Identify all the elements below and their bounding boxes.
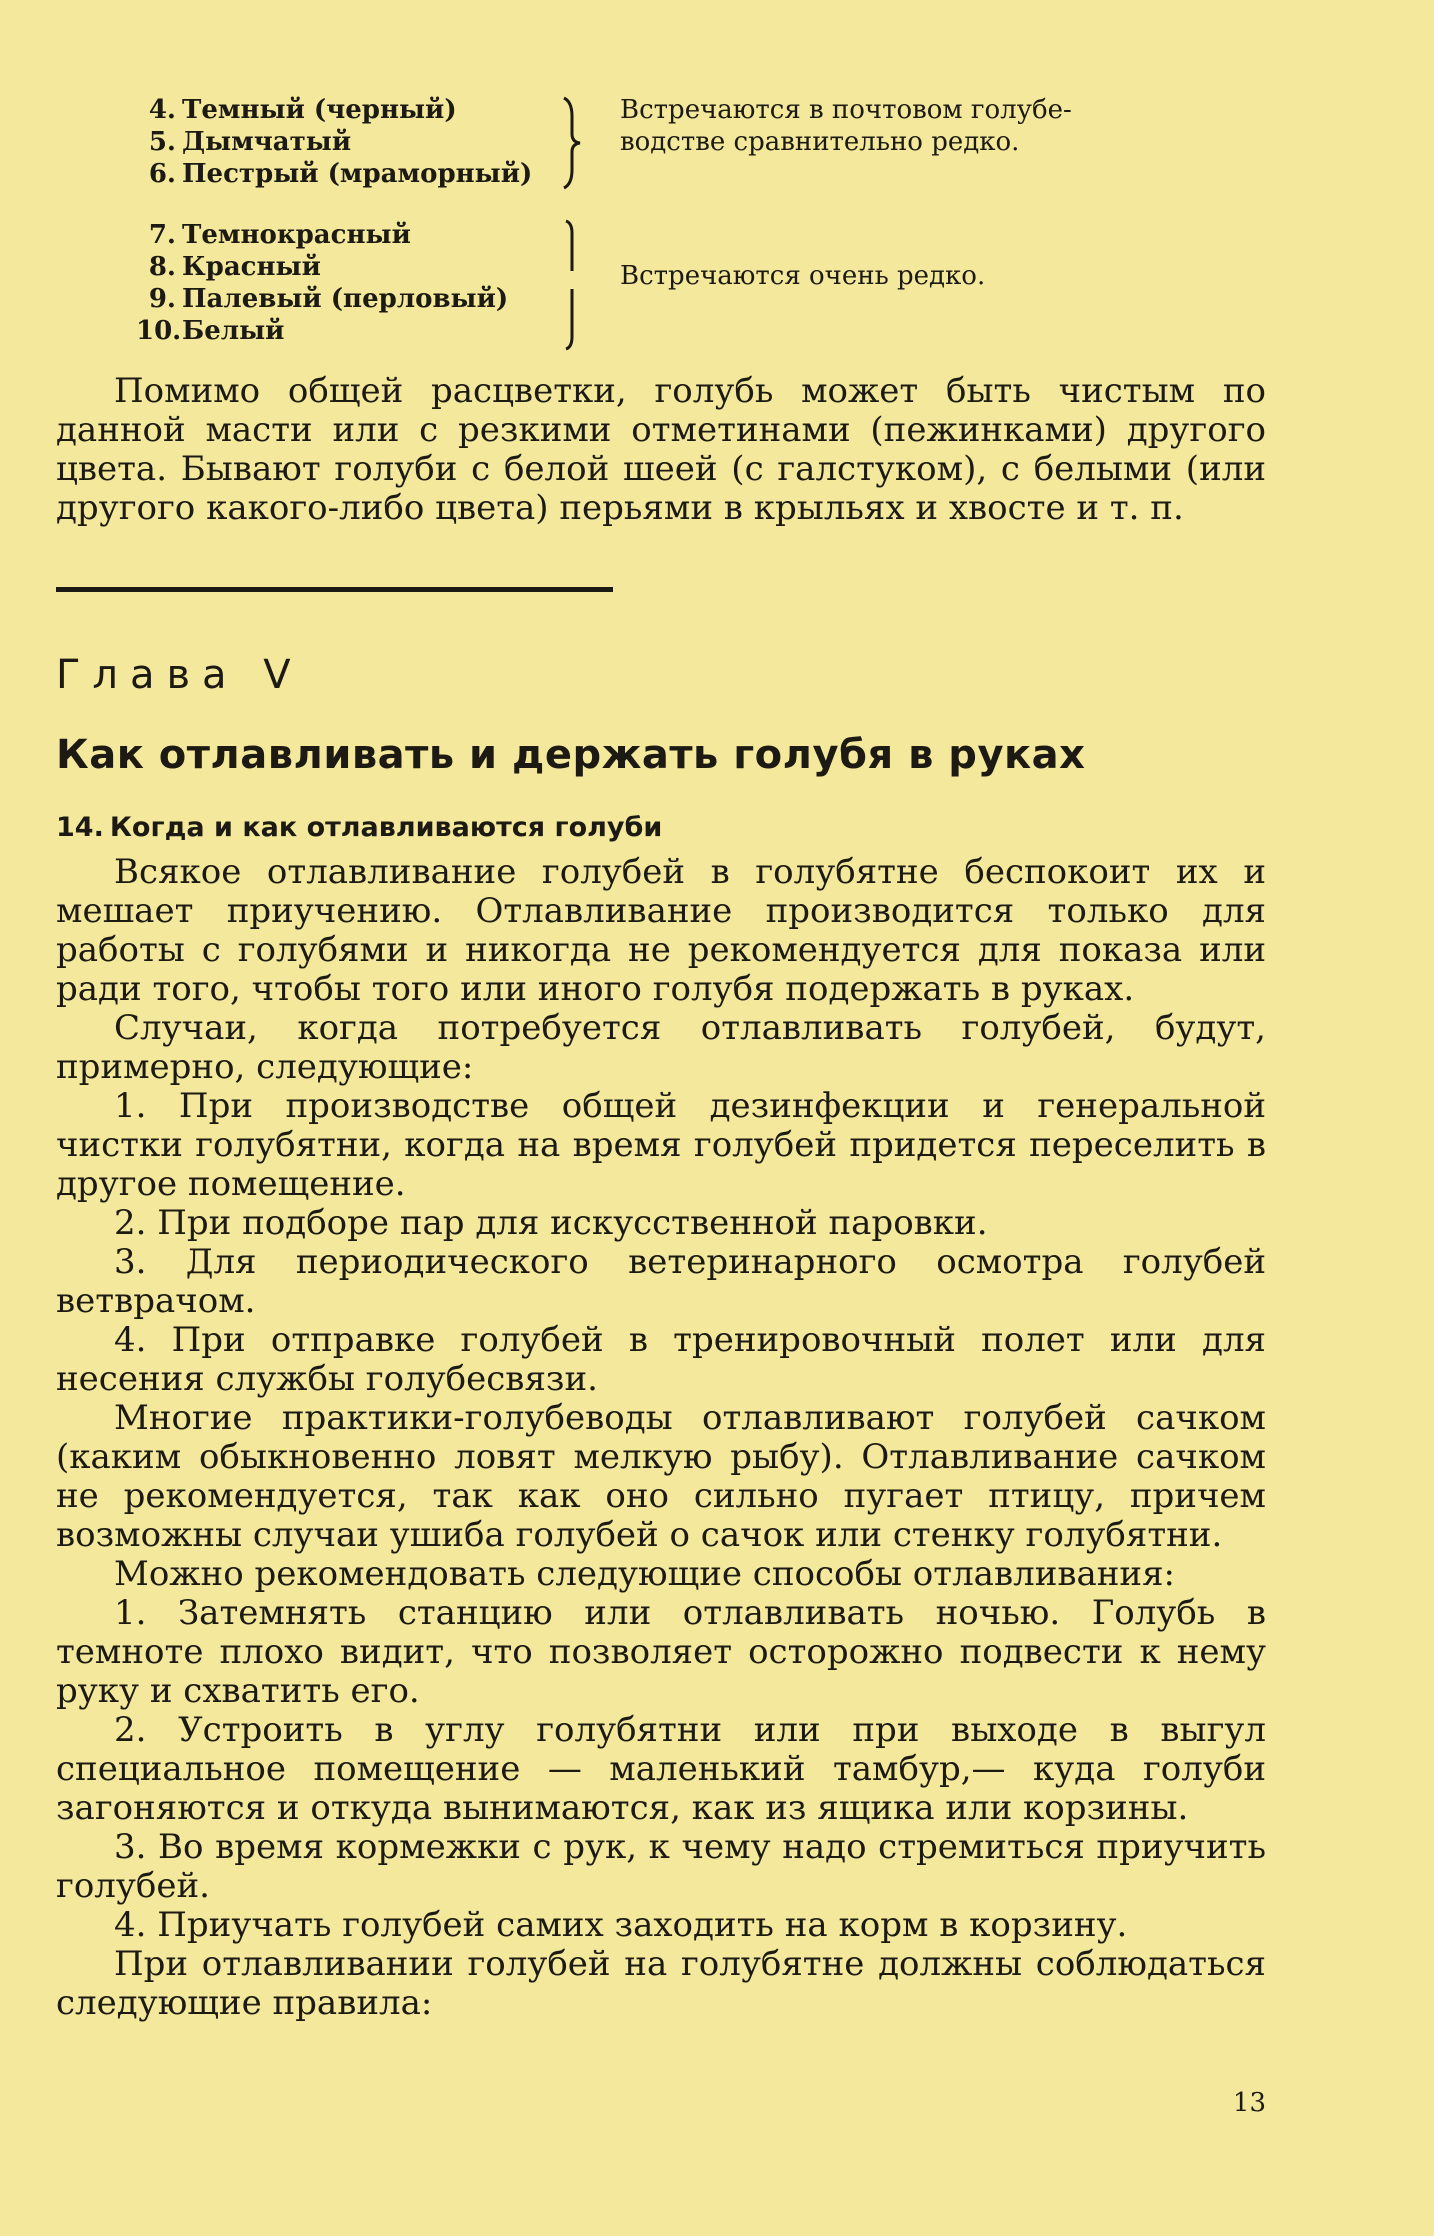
paragraph: Всякое отлавливание голубей в голубятне беспокоит их и мешает приучению. Отлавливание производится только для работы с голубями и никогда не рекомендуется для показа или ради того, чтобы того или иного голубя подержать в руках.	[56, 852, 1266, 1009]
section-number: 14.	[56, 812, 104, 843]
list-item: 2. Устроить в углу голубятни или при выходе в выгул специальное помещение — маленький тамбур,— куда голуби загоняются и откуда вынимаются, как из ящика или корзины.	[56, 1710, 1266, 1828]
page-number: 13	[1232, 2088, 1266, 2118]
group-2-note: Встречаются очень редко.	[620, 261, 986, 291]
list-item	[136, 251, 566, 283]
color-group-2	[136, 219, 1266, 349]
list-item	[136, 158, 566, 190]
paragraph: Случаи, когда потребуется отлавливать голубей, будут, примерно, следующие:	[56, 1008, 1266, 1087]
item-text: Красный	[182, 252, 321, 282]
brace-icon	[560, 96, 586, 190]
section-heading	[56, 812, 662, 843]
item-number: 10.	[136, 316, 182, 346]
chapter-label: Глава V	[56, 652, 303, 698]
list-item: 3. Для периодического ветеринарного осмотра голубей ветврачом.	[56, 1242, 1266, 1321]
list-item: 2. При подборе пар для искусственной паровки.	[114, 1203, 988, 1243]
list-item	[136, 94, 566, 126]
item-text: Дымчатый	[182, 127, 352, 157]
color-list-2	[136, 219, 566, 347]
brace-icon	[564, 219, 580, 351]
item-number: 9.	[148, 284, 176, 314]
paragraph: Многие практики-голубеводы отлавливают голубей сачком (каким обыкновенно ловят мелкую рыбу). Отлавливание сачком не рекомендуется, так как оно сильно пугает птицу, причем возможны случаи ушиба голубей о сачок или стенку голубятни.	[56, 1398, 1266, 1555]
list-item: 3. Во время кормежки с рук, к чему надо стремиться приучить голубей.	[56, 1827, 1266, 1906]
paragraph: Помимо общей расцветки, голубь может быть чистым по данной масти или с резкими отметинами (пежинками) другого цвета. Бывают голуби с белой шеей (с галстуком), с белыми (или другого какого-либо цвета) перьями в крыльях и хвосте и т. п.	[56, 371, 1266, 528]
item-text: Белый	[182, 316, 285, 346]
item-text: Палевый (перловый)	[182, 284, 509, 314]
item-text: Пестрый (мраморный)	[182, 159, 533, 189]
list-item: 1. При производстве общей дезинфекции и генеральной чистки голубятни, когда на время голубей придется переселить в другое помещение.	[56, 1086, 1266, 1204]
list-item	[136, 219, 566, 251]
section-divider	[56, 587, 613, 592]
list-item: 4. При отправке голубей в тренировочный полет или для несения службы голубесвязи.	[56, 1320, 1266, 1399]
paragraph: При отлавливании голубей на голубятне должны соблюдаться следующие правила:	[56, 1944, 1266, 2023]
item-number: 5.	[148, 127, 176, 157]
item-text: Темнокрасный	[182, 220, 411, 250]
item-number: 8.	[148, 252, 176, 282]
list-item: 4. Приучать голубей самих заходить на корм в корзину.	[114, 1905, 1128, 1945]
list-item	[136, 283, 566, 315]
chapter-title: Как отлавливать и держать голубя в руках	[56, 732, 1086, 778]
note-line: водстве сравнительно редко.	[620, 127, 1020, 157]
section-title: Когда и как отлавливаются голуби	[109, 812, 663, 843]
list-item: 1. Затемнять станцию или отлавливать ночью. Голубь в темноте плохо видит, что позволяет осторожно подвести к нему руку и схватить его.	[56, 1593, 1266, 1711]
color-group-1	[136, 94, 1266, 194]
list-item	[136, 126, 566, 158]
paragraph: Можно рекомендовать следующие способы отлавливания:	[114, 1554, 1175, 1594]
item-text: Темный (черный)	[182, 95, 457, 125]
body-text	[56, 853, 1266, 2023]
item-number: 4.	[148, 95, 176, 125]
group-1-note	[620, 94, 1072, 158]
page	[56, 0, 1266, 2236]
note-line: Встречаются в почтовом голубе-	[620, 95, 1072, 125]
color-list-1	[136, 94, 566, 190]
item-number: 6.	[148, 159, 176, 189]
item-number: 7.	[148, 220, 176, 250]
intro-paragraph	[56, 372, 1266, 528]
list-item	[136, 315, 566, 347]
